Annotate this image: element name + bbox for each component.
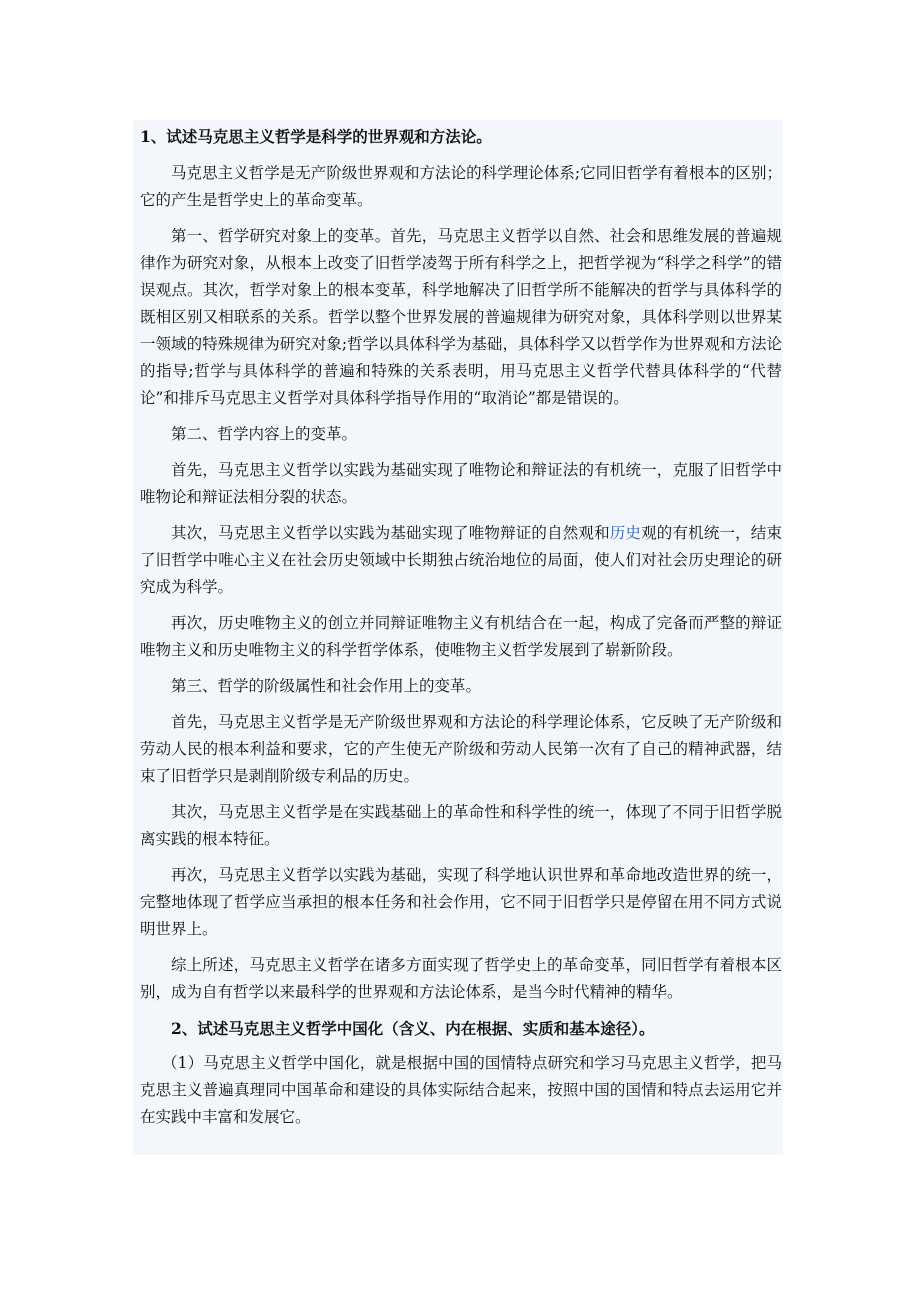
paragraph-class-second: 其次，马克思主义哲学是在实践基础上的革命性和科学性的统一，体现了不同于旧哲学脱离实践的根本特征。	[140, 803, 782, 848]
heading-2: 2、试述马克思主义哲学中国化（含义、内在根据、实质和基本途径）。	[171, 1019, 655, 1038]
paragraph-class-third: 再次，马克思主义哲学以实践为基础，实现了科学地认识世界和革命地改造世界的统一，完整地体现了哲学应当承担的根本任务和社会作用，它不同于旧哲学只是停留在用不同方式说明世界上。	[140, 866, 782, 938]
paragraph-intro: 马克思主义哲学是无产阶级世界观和方法论的科学理论体系;它同旧哲学有着根本的区别；它的产生是哲学史上的革命变革。	[140, 164, 782, 209]
paragraph-class-first: 首先，马克思主义哲学是无产阶级世界观和方法论的科学理论体系，它反映了无产阶级和劳动人民的根本利益和要求，它的产生使无产阶级和劳动人民第一次有了自己的精神武器，结束了旧哲学只是剥削阶级专利品的历史。	[140, 713, 782, 785]
paragraph-text-after: 观的有机统一，结束了旧哲学中唯心主义在社会历史领域中长期独占统治地位的局面，使人们对社会历史理论的研究成为科学。	[140, 524, 782, 596]
paragraph-content-first: 首先，马克思主义哲学以实践为基础实现了唯物论和辩证法的有机统一，克服了旧哲学中唯物论和辩证法相分裂的状态。	[140, 461, 782, 506]
paragraph-content-second	[140, 520, 782, 601]
paragraph-summary: 综上所述，马克思主义哲学在诸多方面实现了哲学史上的革命变革，同旧哲学有着根本区别，成为自有哲学以来最科学的世界观和方法论体系，是当今时代精神的精华。	[140, 956, 782, 1001]
paragraph-content-third: 再次，历史唯物主义的创立并同辩证唯物主义有机结合在一起，构成了完备而严整的辩证唯物主义和历史唯物主义的科学哲学体系，使唯物主义哲学发展到了崭新阶段。	[140, 614, 782, 659]
paragraph-content-change-title: 第二、哲学内容上的变革。	[171, 425, 358, 443]
history-link[interactable]: 历史	[609, 524, 642, 542]
document-body	[140, 123, 782, 1140]
paragraph-object-change: 第一、哲学研究对象上的变革。首先，马克思主义哲学以自然、社会和思维发展的普遍规律作为研究对象，从根本上改变了旧哲学凌驾于所有科学之上，把哲学视为“科学之科学”的错误观点。其次，哲学对象上的根本变革，科学地解决了旧哲学所不能解决的哲学与具体科学的既相区别又相联系的关系。哲学以整个世界发展的普遍规律为研究对象，具体科学则以世界某一领域的特殊规律为研究对象;哲学以具体科学为基础，具体科学又以哲学作为世界观和方法论的指导;哲学与具体科学的普遍和特殊的关系表明，用马克思主义哲学代替具体科学的“代替论”和排斥马克思主义哲学对具体科学指导作用的“取消论”都是错误的。	[140, 227, 782, 407]
heading-1: 1、试述马克思主义哲学是科学的世界观和方法论。	[140, 127, 492, 146]
paragraph-sinicization: （1）马克思主义哲学中国化，就是根据中国的国情特点研究和学习马克思主义哲学，把马克思主义普遍真理同中国革命和建设的具体实际结合起来，按照中国的国情和特点去运用它并在实践中丰富和发展它。	[140, 1054, 782, 1126]
paragraph-text-before: 其次，马克思主义哲学以实践为基础实现了唯物辩证的自然观和	[171, 524, 610, 542]
paragraph-class-change-title: 第三、哲学的阶级属性和社会作用上的变革。	[171, 677, 482, 695]
